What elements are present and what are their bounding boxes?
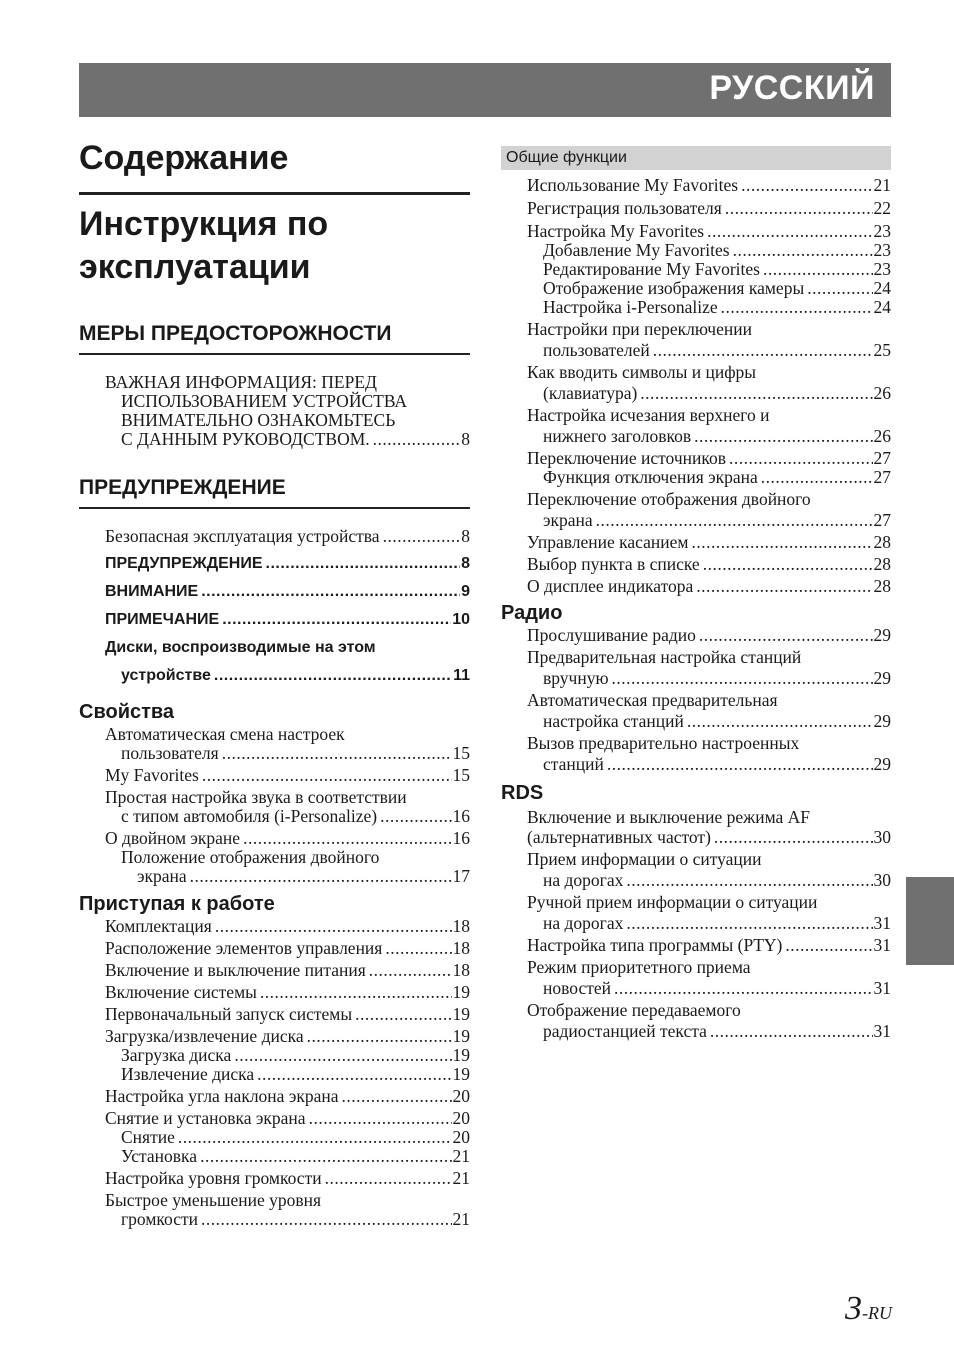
manual-title-line2: эксплуатации xyxy=(79,248,311,286)
toc-entry-line[interactable]: Автоматическая смена настроек xyxy=(105,724,345,744)
precautions-line: ВНИМАТЕЛЬНО ОЗНАКОМЬТЕСЬ xyxy=(121,410,396,430)
toc-entry[interactable]: пользователей ..... 25 xyxy=(501,341,891,360)
toc-entry[interactable]: громкости ..... 21 xyxy=(79,1210,470,1229)
toc-entry[interactable]: станций ..... 29 xyxy=(501,755,891,774)
language-label: РУССКИЙ xyxy=(709,69,875,107)
features-heading: Свойства xyxy=(79,701,175,723)
precautions-line: ВАЖНАЯ ИНФОРМАЦИЯ: ПЕРЕД xyxy=(105,372,377,392)
toc-entry-line[interactable]: Настройки при переключении xyxy=(527,319,752,339)
toc-entry[interactable]: Включение и выключение питания ..... 18 xyxy=(79,961,470,980)
toc-entry-line[interactable]: Отображение передаваемого xyxy=(527,1000,741,1020)
toc-subentry[interactable]: Снятие ..... 20 xyxy=(79,1128,470,1147)
radio-heading: Радио xyxy=(501,602,563,624)
toc-entry-line[interactable]: Включение и выключение режима AF xyxy=(527,807,811,827)
toc-subentry[interactable]: Функция отключения экрана ..... 27 xyxy=(501,468,891,487)
toc-entry-line[interactable]: Предварительная настройка станций xyxy=(527,647,802,667)
precautions-entry[interactable] xyxy=(79,373,470,449)
common-functions-heading: Общие функции xyxy=(501,146,891,170)
toc-entry[interactable]: О дисплее индикатора ..... 28 xyxy=(501,577,891,596)
toc-entry-line[interactable]: Переключение отображения двойного xyxy=(527,489,811,509)
toc-entry[interactable]: Использование My Favorites ..... 21 xyxy=(501,176,891,195)
toc-entry[interactable]: Регистрация пользователя ..... 22 xyxy=(501,199,891,218)
toc-entry[interactable]: экрана ..... 17 xyxy=(79,867,470,886)
toc-entry[interactable]: Настройка уровня громкости ..... 21 xyxy=(79,1169,470,1188)
toc-entry[interactable]: Безопасная эксплуатация устройства ..... 8 xyxy=(79,527,470,546)
manual-title-line1: Инструкция по xyxy=(79,205,329,243)
toc-entry[interactable]: радиостанцией текста ..... 31 xyxy=(501,1022,891,1041)
side-tab-marker xyxy=(906,877,954,965)
toc-entry-line[interactable]: Простая настройка звука в соответствии xyxy=(105,787,407,807)
toc-entry[interactable]: Настройка My Favorites ..... 23 xyxy=(501,222,891,241)
contents-title: Содержание xyxy=(79,139,289,177)
language-banner xyxy=(79,63,891,117)
toc-subentry[interactable]: Отображение изображения камеры ..... 24 xyxy=(501,279,891,298)
toc-entry[interactable]: вручную ..... 29 xyxy=(501,669,891,688)
toc-subentry[interactable]: Установка ..... 21 xyxy=(79,1147,470,1166)
page-number xyxy=(845,1290,892,1328)
rds-heading: RDS xyxy=(501,782,544,804)
toc-entry[interactable]: пользователя ..... 15 xyxy=(79,744,470,763)
title-divider xyxy=(79,192,470,195)
toc-entry-line[interactable]: Диски, воспроизводимые на этом xyxy=(105,639,376,656)
getting-started-heading: Приступая к работе xyxy=(79,893,275,915)
toc-entry[interactable]: Первоначальный запуск системы ..... 19 xyxy=(79,1005,470,1024)
toc-subentry[interactable]: Добавление My Favorites ..... 23 xyxy=(501,241,891,260)
manual-title xyxy=(79,203,470,289)
toc-entry[interactable]: (клавиатура) ..... 26 xyxy=(501,384,891,403)
warning-heading: ПРЕДУПРЕЖДЕНИЕ xyxy=(79,475,470,509)
page-number-suffix: -RU xyxy=(862,1303,892,1323)
toc-entry-line[interactable]: Прием информации о ситуации xyxy=(527,849,762,869)
toc-entry[interactable]: с типом автомобиля (i-Personalize) ..... 16 xyxy=(79,807,470,826)
toc-entry-line[interactable]: Настройка исчезания верхнего и xyxy=(527,405,770,425)
toc-entry[interactable]: Управление касанием ..... 28 xyxy=(501,533,891,552)
toc-entry[interactable]: Загрузка/извлечение диска ..... 19 xyxy=(79,1027,470,1046)
toc-entry[interactable]: ПРЕДУПРЕЖДЕНИЕ ..... 8 xyxy=(79,546,470,573)
toc-entry[interactable]: Выбор пункта в списке ..... 28 xyxy=(501,555,891,574)
toc-entry[interactable]: нижнего заголовков ..... 26 xyxy=(501,427,891,446)
toc-entry-line[interactable]: Как вводить символы и цифры xyxy=(527,362,757,382)
toc-entry-line[interactable]: Режим приоритетного приема xyxy=(527,957,751,977)
toc-entry[interactable]: ВНИМАНИЕ ..... 9 xyxy=(79,573,470,601)
toc-entry[interactable]: Настройка угла наклона экрана ..... 20 xyxy=(79,1087,470,1106)
toc-entry: С ДАННЫМ РУКОВОДСТВОМ. ..... 8 xyxy=(79,430,470,449)
toc-entry[interactable]: ПРИМЕЧАНИЕ ..... 10 xyxy=(79,601,470,629)
toc-entry[interactable]: настройка станций ..... 29 xyxy=(501,712,891,731)
toc-entry[interactable]: My Favorites ..... 15 xyxy=(79,766,470,785)
toc-subentry[interactable]: Извлечение диска ..... 19 xyxy=(79,1065,470,1084)
toc-entry-line[interactable]: Положение отображения двойного xyxy=(121,847,380,867)
toc-entry[interactable]: экрана ..... 27 xyxy=(501,511,891,530)
toc-subentry[interactable]: Настройка i-Personalize ..... 24 xyxy=(501,298,891,317)
toc-entry-line[interactable]: Быстрое уменьшение уровня xyxy=(105,1190,322,1210)
precautions-heading: МЕРЫ ПРЕДОСТОРОЖНОСТИ xyxy=(79,321,470,355)
toc-entry[interactable]: (альтернативных частот) ..... 30 xyxy=(501,828,891,847)
left-column xyxy=(79,130,470,1229)
toc-entry[interactable]: Снятие и установка экрана ..... 20 xyxy=(79,1109,470,1128)
toc-entry[interactable]: Настройка типа программы (PTY) ..... 31 xyxy=(501,936,891,955)
precautions-line: ИСПОЛЬЗОВАНИЕМ УСТРОЙСТВА xyxy=(121,391,408,411)
toc-entry[interactable]: Комплектация ..... 18 xyxy=(79,917,470,936)
toc-entry-line[interactable]: Автоматическая предварительная xyxy=(527,690,778,710)
toc-entry-line[interactable]: Ручной прием информации о ситуации xyxy=(527,892,818,912)
toc-subentry[interactable]: Редактирование My Favorites ..... 23 xyxy=(501,260,891,279)
toc-entry[interactable]: новостей ..... 31 xyxy=(501,979,891,998)
toc-entry[interactable]: на дорогах ..... 30 xyxy=(501,871,891,890)
toc-entry[interactable]: на дорогах ..... 31 xyxy=(501,914,891,933)
page-number-value: 3 xyxy=(845,1290,862,1327)
right-column xyxy=(501,146,891,1041)
toc-subentry[interactable]: Загрузка диска ..... 19 xyxy=(79,1046,470,1065)
toc-entry[interactable]: Переключение источников ..... 27 xyxy=(501,449,891,468)
toc-entry[interactable]: Включение системы ..... 19 xyxy=(79,983,470,1002)
toc-entry[interactable]: Прослушивание радио ..... 29 xyxy=(501,626,891,645)
toc-entry-line[interactable]: Вызов предварительно настроенных xyxy=(527,733,800,753)
toc-entry[interactable]: О двойном экране ..... 16 xyxy=(79,829,470,848)
toc-entry[interactable]: Расположение элементов управления ..... 18 xyxy=(79,939,470,958)
toc-entry[interactable]: устройстве ..... 11 xyxy=(79,657,470,685)
